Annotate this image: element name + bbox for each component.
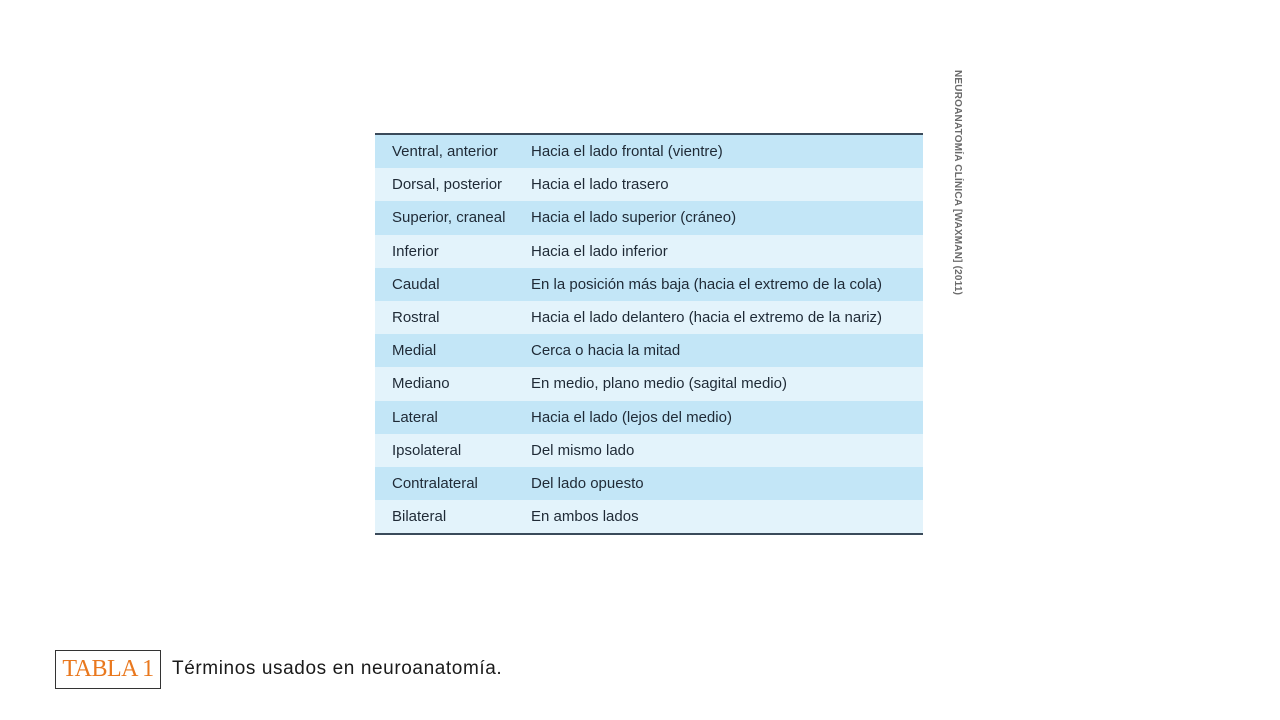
- table-row: [375, 367, 923, 400]
- term-cell: Ipsolateral: [392, 441, 462, 459]
- definition-cell: En ambos lados: [531, 508, 639, 526]
- table-row: [375, 434, 923, 467]
- definition-cell: Hacia el lado superior (cráneo): [531, 209, 737, 227]
- table-row: [375, 268, 923, 301]
- definition-cell: En la posición más baja (hacia el extremo de la cola): [531, 275, 883, 293]
- table-row: [375, 500, 923, 533]
- definition-cell: Hacia el lado delantero (hacia el extremo de la nariz): [531, 309, 883, 327]
- definition-cell: Hacia el lado frontal (vientre): [531, 143, 723, 161]
- term-cell: Rostral: [392, 309, 440, 327]
- caption-label: TABLA 1: [62, 656, 154, 682]
- term-cell: Lateral: [392, 408, 438, 426]
- caption-text: Términos usados en neuroanatomía.: [172, 658, 503, 679]
- term-cell: Mediano: [392, 375, 450, 393]
- table-row: [375, 201, 923, 234]
- definition-cell: Del lado opuesto: [531, 474, 644, 492]
- definition-cell: Del mismo lado: [531, 441, 635, 459]
- terms-table: [375, 133, 923, 535]
- term-cell: Bilateral: [392, 508, 447, 526]
- table-row: [375, 467, 923, 500]
- term-cell: Ventral, anterior: [392, 143, 498, 161]
- source-note: NEUROANATOMÍA CLÍNICA [WAXMAN] (2011): [952, 70, 963, 296]
- term-cell: Inferior: [392, 242, 439, 260]
- term-cell: Contralateral: [392, 474, 478, 492]
- table-row: [375, 235, 923, 268]
- definition-cell: En medio, plano medio (sagital medio): [531, 375, 787, 393]
- term-cell: Dorsal, posterior: [392, 176, 503, 194]
- table-row: [375, 168, 923, 201]
- table-row: [375, 401, 923, 434]
- definition-cell: Cerca o hacia la mitad: [531, 342, 681, 360]
- table-row: [375, 334, 923, 367]
- term-cell: Medial: [392, 342, 437, 360]
- definition-cell: Hacia el lado (lejos del medio): [531, 408, 732, 426]
- definition-cell: Hacia el lado trasero: [531, 176, 669, 194]
- term-cell: Superior, craneal: [392, 209, 506, 227]
- table-row: [375, 301, 923, 334]
- definition-cell: Hacia el lado inferior: [531, 242, 668, 260]
- term-cell: Caudal: [392, 275, 440, 293]
- caption-label-box: [55, 650, 161, 689]
- table-row: [375, 135, 923, 168]
